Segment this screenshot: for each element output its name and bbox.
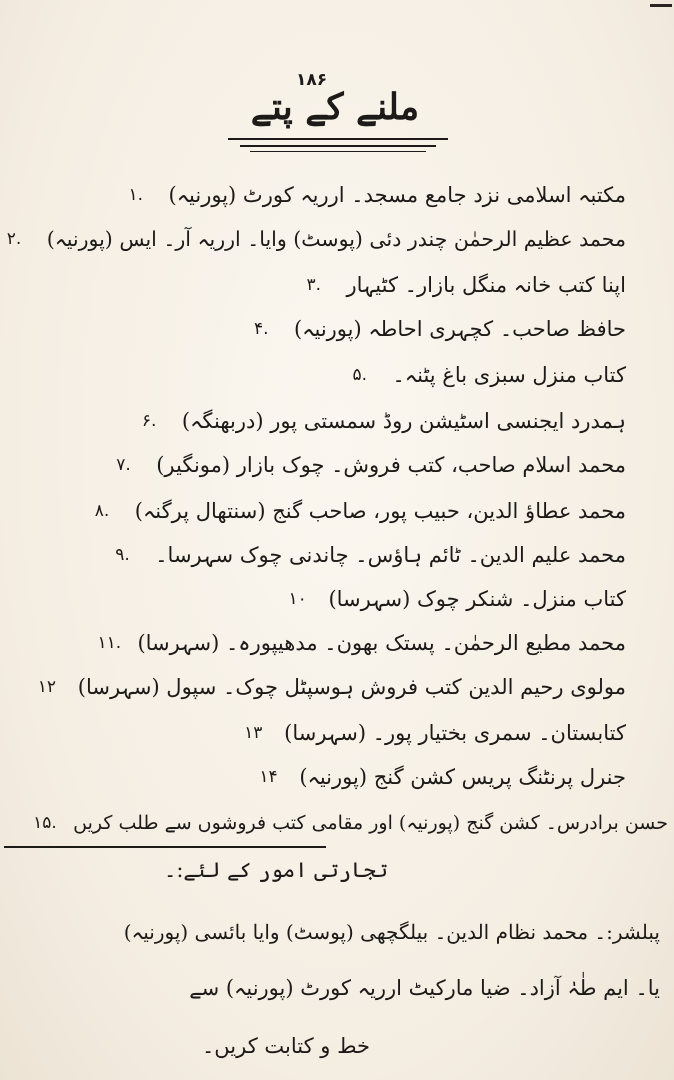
address-entry-7 xyxy=(116,446,626,484)
address-entry-10 xyxy=(288,580,626,618)
corner-mark xyxy=(650,4,672,7)
address-entry-8 xyxy=(95,492,626,530)
page-number: ۱۸۶ xyxy=(296,70,328,90)
entry-text: محمد عطاؤ الدین، حبیب پور، صاحب گنج (سنتھال پرگنہ) xyxy=(134,499,626,523)
entry-text: کتاب منزل سبزی باغ پٹنہ۔ xyxy=(392,363,626,387)
entry-number: ۱۰ xyxy=(288,589,307,609)
title-underline-2 xyxy=(240,145,436,147)
address-entry-12 xyxy=(38,668,626,706)
entry-text: مولوی رحیم الدین کتب فروش ہوسپٹل چوک۔ سپول (سہرسا) xyxy=(77,675,626,699)
entry-number: ۴. xyxy=(253,319,269,339)
correspondence-line: خط و کتابت کریں۔ xyxy=(202,1034,370,1058)
entry-text: حسن برادرس۔ کشن گنج (پورنیہ) اور مقامی کتب فروشوں سے طلب کریں xyxy=(73,812,668,834)
entry-number: ۳. xyxy=(306,275,321,295)
title-underline-1 xyxy=(228,138,448,140)
entry-text: کتابستان۔ سمری بختیار پور۔ (سہرسا) xyxy=(284,721,626,745)
address-entry-4 xyxy=(254,310,626,348)
entry-text: مکتبہ اسلامی نزد جامع مسجد۔ ارریہ کورٹ (پورنیہ) xyxy=(168,183,626,207)
title-underline-3 xyxy=(250,151,426,152)
entry-text: اپنا کتب خانہ منگل بازار۔ کٹیہار xyxy=(346,273,626,297)
entry-number: ۱۳ xyxy=(244,723,263,743)
address-entry-3 xyxy=(306,266,626,304)
address-entry-15 xyxy=(33,804,668,842)
publisher-line: پبلشر:۔ محمد نظام الدین۔ بیلگچھی (پوسٹ) وایا بائسی (پورنیہ) xyxy=(123,920,660,944)
entry-number: ۱. xyxy=(128,185,144,205)
entry-number: ۱۲ xyxy=(37,677,57,697)
entry-number: ۱۴ xyxy=(259,767,278,787)
address-entry-13 xyxy=(244,714,626,752)
address-entry-6 xyxy=(142,402,626,440)
entry-text: محمد اسلام صاحب، کتب فروش۔ چوک بازار (مونگیر) xyxy=(156,453,626,477)
page-title: ملنے کے پتے xyxy=(250,86,420,128)
alternate-contact-line: یا۔ ایم طٰہٰ آزاد۔ ضیا مارکیٹ ارریہ کورٹ (پورنیہ) سے xyxy=(189,976,660,1000)
address-entry-5 xyxy=(353,356,627,394)
entry-number: ۸. xyxy=(94,501,110,521)
entry-number: ۱۵. xyxy=(33,813,57,833)
address-entry-1 xyxy=(129,176,626,214)
entry-text: محمد عظیم الرحمٰن چندر دئی (پوسٹ) وایا۔ ارریہ آر۔ ایس (پورنیہ) xyxy=(46,227,626,251)
entry-number: ۵. xyxy=(352,365,368,385)
entry-number: ۲. xyxy=(6,229,22,249)
entry-number: ۱۱. xyxy=(97,633,122,653)
entry-text: جنرل پرنٹنگ پریس کشن گنج (پورنیہ) xyxy=(299,765,626,789)
entry-text: کتاب منزل۔ شنکر چوک (سہرسا) xyxy=(328,587,626,611)
entry-number: ۷. xyxy=(116,455,131,475)
section-divider xyxy=(4,846,326,848)
entry-text: ہمدرد ایجنسی اسٹیشن روڈ سمستی پور (دربھنگہ) xyxy=(181,409,626,433)
entry-number: ۶. xyxy=(141,411,157,431)
trade-inquiries-line: تجارتی امور کے لئے:۔ xyxy=(164,858,388,882)
entry-number: ۹. xyxy=(115,545,130,565)
address-entry-2 xyxy=(7,220,626,258)
address-entry-14 xyxy=(259,758,626,796)
address-entry-11 xyxy=(97,624,626,662)
entry-text: حافظ صاحب۔ کچہری احاطہ (پورنیہ) xyxy=(293,317,626,341)
address-list xyxy=(0,170,674,840)
entry-text: محمد مطیع الرحمٰن۔ پستک بھون۔ مدھیپورہ۔ (سہرسا) xyxy=(137,631,626,655)
entry-text: محمد علیم الدین۔ ٹائم ہاؤس۔ چاندنی چوک سہرسا۔ xyxy=(155,543,626,567)
address-entry-9 xyxy=(115,536,626,574)
